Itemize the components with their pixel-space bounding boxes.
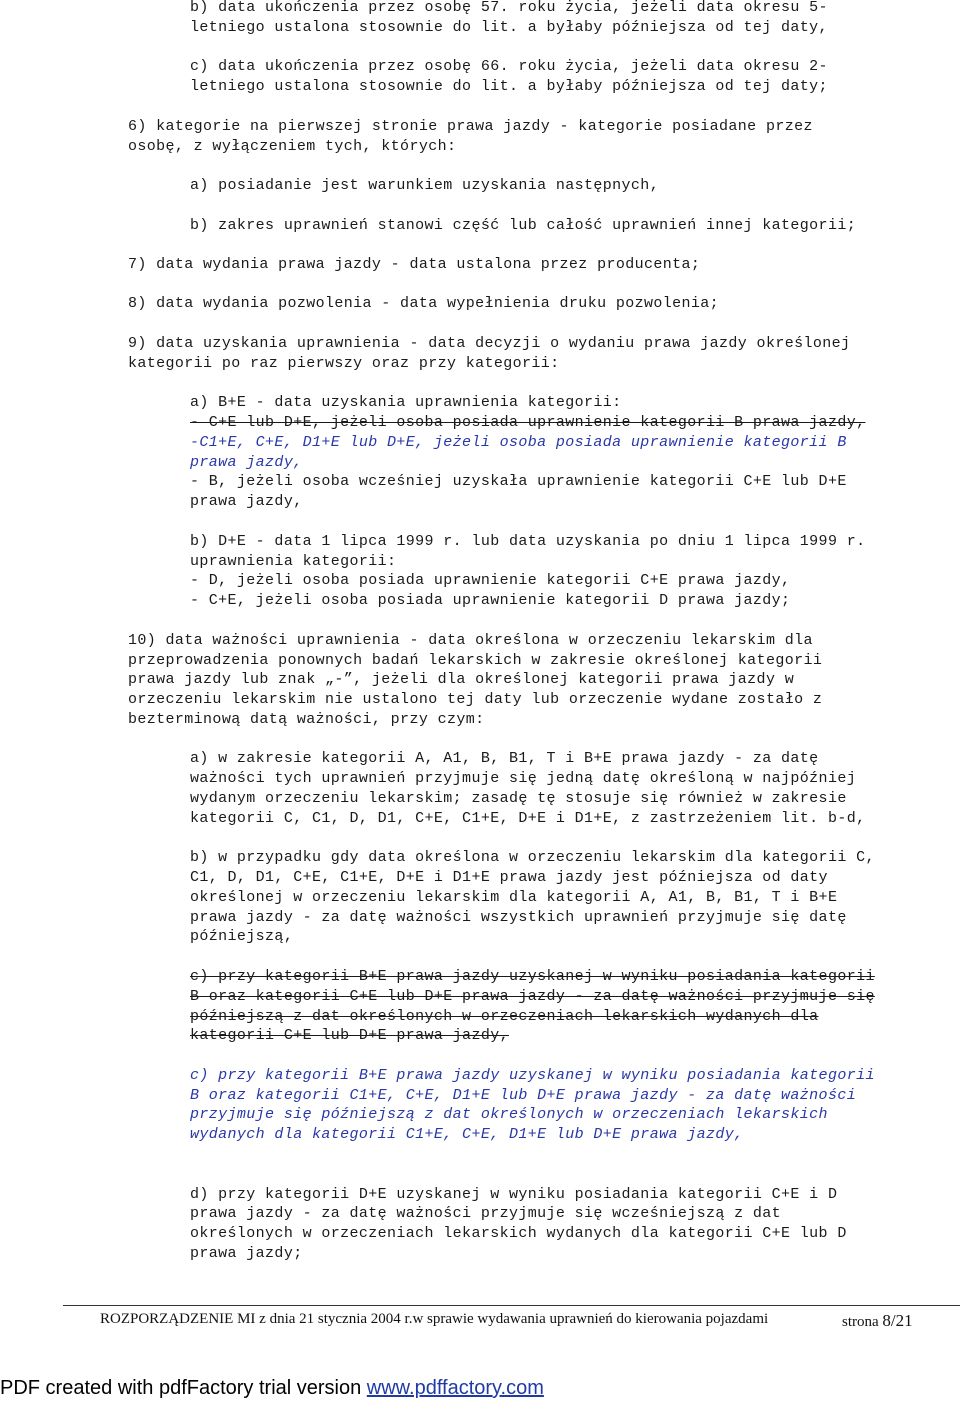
text-line: letniego ustalona stosownie do lit. a byłaby późniejsza od tej daty;	[190, 78, 828, 95]
text-line: prawa jazdy lub znak „-”, jeżeli dla określonej kategorii prawa jazdy w	[128, 671, 795, 688]
inserted-text-line: -C1+E, C+E, D1+E lub D+E, jeżeli osoba posiada uprawnienie kategorii B	[190, 434, 847, 451]
text-line: wydanym orzeczeniu lekarskim; zasadę tę stosuje się również w zakresie	[190, 790, 847, 807]
inserted-text-line: prawa jazdy,	[190, 454, 303, 471]
text-line: b) zakres uprawnień stanowi część lub całość uprawnień innej kategorii;	[190, 217, 857, 234]
text-line: przeprowadzenia ponownych badań lekarskich w zakresie określonej kategorii	[128, 652, 823, 669]
text-line: 8) data wydania pozwolenia - data wypełnienia druku pozwolenia;	[128, 295, 720, 312]
text-line: - C+E, jeżeli osoba posiada uprawnienie kategorii D prawa jazdy;	[190, 592, 791, 609]
text-line: b) w przypadku gdy data określona w orzeczeniu lekarskim dla kategorii C,	[190, 849, 875, 866]
text-line: kategorii C, C1, D, D1, C+E, C1+E, D+E i D1+E, z zastrzeżeniem lit. b-d,	[190, 810, 866, 827]
deleted-text-line: B oraz kategorii C+E lub D+E prawa jazdy - za datę ważności przyjmuje się	[190, 988, 875, 1005]
deleted-text-line: kategorii C+E lub D+E prawa jazdy,	[190, 1027, 509, 1044]
inserted-text-line: wydanych dla kategorii C1+E, C+E, D1+E lub D+E prawa jazdy,	[190, 1126, 744, 1143]
inserted-text-line: c) przy kategorii B+E prawa jazdy uzyskanej w wyniku posiadania kategorii	[190, 1067, 875, 1084]
deleted-text-line: c) przy kategorii B+E prawa jazdy uzyskanej w wyniku posiadania kategorii	[190, 968, 875, 985]
text-line: 9) data uzyskania uprawnienia - data decyzji o wydaniu prawa jazdy określonej	[128, 335, 851, 352]
page-number: 8/21	[882, 1311, 913, 1330]
deleted-text-line: późniejszą z dat określonych w orzeczeniach lekarskich wydanych dla	[190, 1008, 819, 1025]
text-line: - B, jeżeli osoba wcześniej uzyskała uprawnienie kategorii C+E lub D+E	[190, 473, 847, 490]
text-line: późniejszą,	[190, 928, 294, 945]
footer-page-indicator	[842, 1311, 913, 1331]
inserted-text-line: przyjmuje się późniejszą z dat określonych w orzeczeniach lekarskich	[190, 1106, 828, 1123]
text-line: a) B+E - data uzyskania uprawnienia kategorii:	[190, 394, 622, 411]
text-line: bezterminową datą ważności, przy czym:	[128, 711, 485, 728]
text-line: osobę, z wyłączeniem tych, których:	[128, 138, 457, 155]
text-line: b) D+E - data 1 lipca 1999 r. lub data uzyskania po dniu 1 lipca 1999 r.	[190, 533, 866, 550]
text-line: ważności tych uprawnień przyjmuje się jedną datę określoną w najpóźniej	[190, 770, 857, 787]
text-line: określonych w orzeczeniach lekarskich wydanych dla kategorii C+E lub D	[190, 1225, 847, 1242]
text-line: 10) data ważności uprawnienia - data określona w orzeczeniu lekarskim dla	[128, 632, 813, 649]
inserted-text-line: B oraz kategorii C1+E, C+E, D1+E lub D+E prawa jazdy - za datę ważności	[190, 1087, 857, 1104]
text-line: a) w zakresie kategorii A, A1, B, B1, T i B+E prawa jazdy - za datę	[190, 750, 819, 767]
text-line: - D, jeżeli osoba posiada uprawnienie kategorii C+E prawa jazdy,	[190, 572, 791, 589]
text-line: prawa jazdy,	[190, 493, 303, 510]
text-line: d) przy kategorii D+E uzyskanej w wyniku posiadania kategorii C+E i D	[190, 1186, 838, 1203]
footer-title: ROZPORZĄDZENIE MI z dnia 21 stycznia 2004 r.w sprawie wydawania uprawnień do kierowania pojazdami	[100, 1311, 769, 1327]
text-line: 6) kategorie na pierwszej stronie prawa jazdy - kategorie posiadane przez	[128, 118, 813, 135]
text-line: orzeczeniu lekarskim nie ustalono tej daty lub orzeczenie wydane zostało z	[128, 691, 823, 708]
text-line: c) data ukończenia przez osobę 66. roku życia, jeżeli data okresu 2-	[190, 58, 828, 75]
text-line: prawa jazdy;	[190, 1245, 303, 1262]
page-label: strona	[842, 1314, 879, 1330]
deleted-text-line: - C+E lub D+E, jeżeli osoba posiada uprawnienie kategorii B prawa jazdy,	[190, 414, 866, 431]
text-line: kategorii po raz pierwszy oraz przy kategorii:	[128, 355, 560, 372]
banner-text: PDF created with pdfFactory trial version	[0, 1377, 367, 1399]
text-line: prawa jazdy - za datę ważności wszystkich uprawnień przyjmuje się datę	[190, 909, 847, 926]
text-line: C1, D, D1, C+E, C1+E, D+E i D1+E prawa jazdy jest późniejsza od daty	[190, 869, 828, 886]
text-line: a) posiadanie jest warunkiem uzyskania następnych,	[190, 177, 660, 194]
footer-divider	[63, 1305, 960, 1306]
pdffactory-link[interactable]: www.pdffactory.com	[366, 1377, 544, 1399]
pdf-creator-banner	[0, 1377, 544, 1400]
text-line: uprawnienia kategorii:	[190, 553, 397, 570]
text-line: b) data ukończenia przez osobę 57. roku życia, jeżeli data okresu 5-	[190, 0, 828, 16]
text-line: określonej w orzeczeniu lekarskim dla kategorii A, A1, B, B1, T i B+E	[190, 889, 838, 906]
text-line: letniego ustalona stosownie do lit. a byłaby późniejsza od tej daty,	[190, 19, 828, 36]
text-line: prawa jazdy - za datę ważności przyjmuje się wcześniejszą z dat	[190, 1205, 782, 1222]
text-line: 7) data wydania prawa jazdy - data ustalona przez producenta;	[128, 256, 701, 273]
